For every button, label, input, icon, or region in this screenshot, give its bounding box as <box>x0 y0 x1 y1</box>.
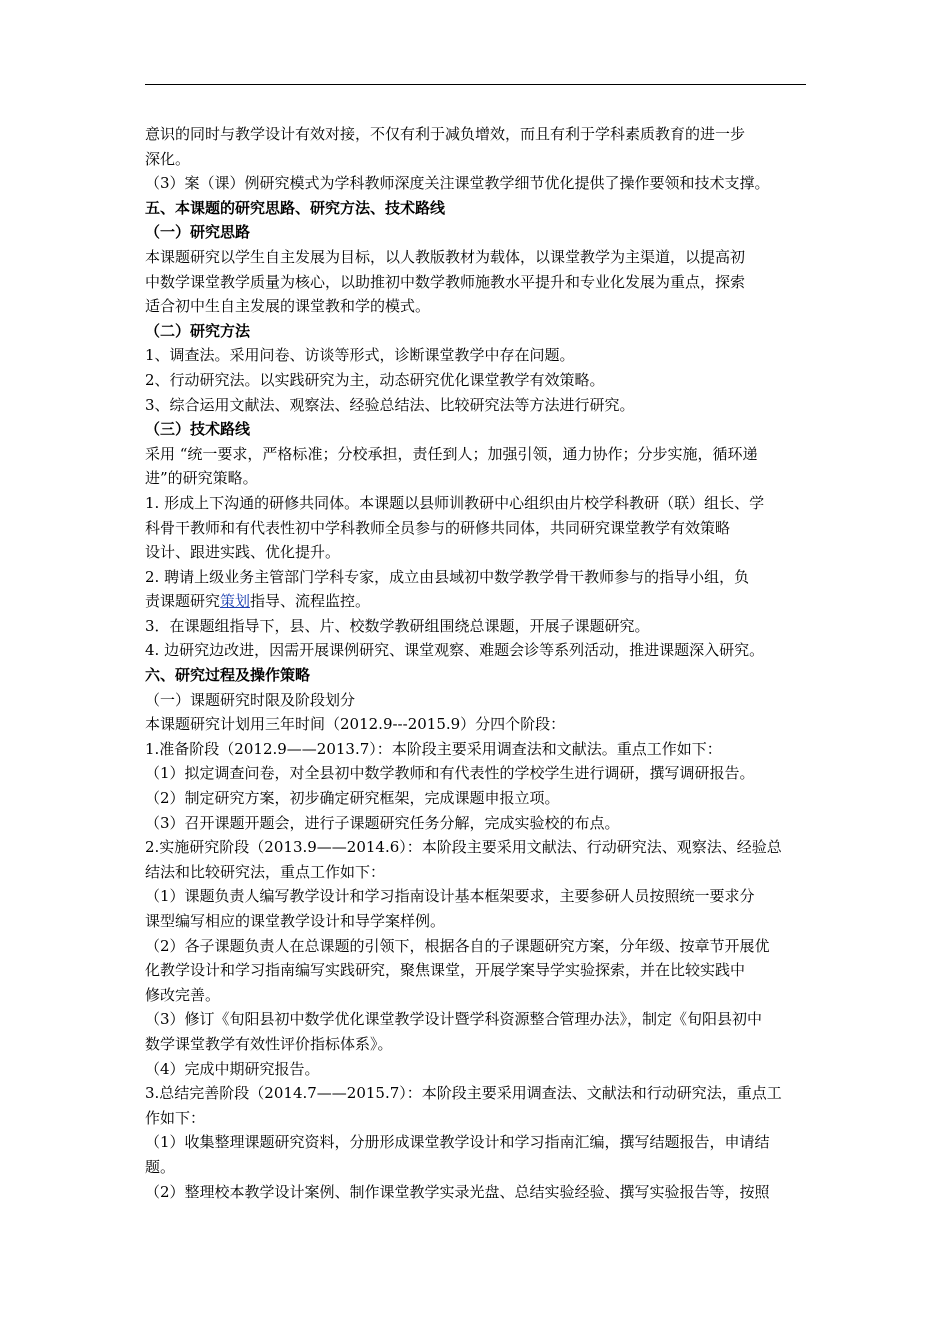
paragraph <box>145 270 807 295</box>
paragraph <box>145 1130 807 1155</box>
paragraph <box>145 516 807 541</box>
paragraph <box>145 147 807 172</box>
text-line: 3.总结完善阶段（2014.7——2015.7）：本阶段主要采用调查法、文献法和行动研究法，重点工 <box>145 1084 782 1103</box>
paragraph <box>145 958 807 983</box>
list-item: 2、行动研究法。以实践研究为主，动态研究优化课堂教学有效策略。 <box>145 370 605 389</box>
paragraph <box>145 171 807 196</box>
text-line: 进”的研究策略。 <box>145 469 258 488</box>
text-line: （2）各子课题负责人在总课题的引领下，根据各自的子课题研究方案，分年级、按章节开展优 <box>145 936 770 955</box>
list-item: 1、调查法。采用问卷、访谈等形式，诊断课堂教学中存在问题。 <box>145 346 575 365</box>
subheading-research-method: （二）研究方法 <box>145 321 251 340</box>
text-line: 适合初中生自主发展的课堂教和学的模式。 <box>145 297 431 316</box>
subheading-tech-route: （三）技术路线 <box>145 420 251 439</box>
subheading-timeline: （一）课题研究时限及阶段划分 <box>145 690 356 709</box>
paragraph <box>145 638 807 663</box>
text-line: 题。 <box>145 1157 176 1176</box>
text-line: 指导、流程监控。 <box>250 592 371 611</box>
text-line: （1）收集整理课题研究资料，分册形成课堂教学设计和学习指南汇编，撰写结题报告，申请结 <box>145 1133 770 1152</box>
paragraph <box>145 934 807 959</box>
text-line: 化教学设计和学习指南编写实践研究，聚焦课堂，开展学案导学实验探索，并在比较实践中 <box>145 961 746 980</box>
text-line: （1）课题负责人编写教学设计和学习指南设计基本框架要求，主要参研人员按照统一要求分 <box>145 887 755 906</box>
text-line: 1. 形成上下沟通的研修共同体。本课题以县师训教研中心组织由片校学科教研（联）组长、学 <box>145 493 765 512</box>
text-line: 深化。 <box>145 149 191 168</box>
text-line: 2.实施研究阶段（2013.9——2014.6）：本阶段主要采用文献法、行动研究法、观察法、经验总 <box>145 838 782 857</box>
document-body <box>145 122 807 1204</box>
text-line: 结法和比较研究法，重点工作如下： <box>145 862 386 881</box>
paragraph <box>145 1081 807 1106</box>
paragraph <box>145 884 807 909</box>
text-line: （2）整理校本教学设计案例、制作课堂教学实录光盘、总结实验经验、撰写实验报告等，按照 <box>145 1182 770 1201</box>
text-line: 4. 边研究边改进，因需开展课例研究、课堂观察、难题会诊等系列活动，推进课题深入研究。 <box>145 641 765 660</box>
header-rule <box>145 84 806 85</box>
paragraph <box>145 1106 807 1131</box>
paragraph <box>145 442 807 467</box>
paragraph <box>145 835 807 860</box>
paragraph <box>145 245 807 270</box>
paragraph <box>145 466 807 491</box>
paragraph <box>145 589 807 614</box>
planning-link[interactable]: 策划 <box>220 592 251 611</box>
text-line: 数学课堂教学有效性评价指标体系》。 <box>145 1034 393 1053</box>
text-line: 科骨干教师和有代表性初中学科教师全员参与的研修共同体，共同研究课堂教学有效策略 <box>145 518 731 537</box>
paragraph <box>145 1180 807 1205</box>
text-line: 设计、跟进实践、优化提升。 <box>145 543 341 562</box>
paragraph <box>145 1155 807 1180</box>
paragraph <box>145 294 807 319</box>
text-line: 意识的同时与教学设计有效对接，不仅有利于减负增效，而且有利于学科素质教育的进一步 <box>145 125 746 143</box>
paragraph: 1.准备阶段（2012.9——2013.7）：本阶段主要采用调查法和文献法。重点工作如下： <box>145 739 722 758</box>
text-line: 责课题研究 <box>145 592 221 611</box>
paragraph <box>145 122 807 147</box>
list-item: 3．在课题组指导下，县、片、校数学教研组围绕总课题，开展子课题研究。 <box>145 616 650 635</box>
paragraph <box>145 565 807 590</box>
text-line: 2. 聘请上级业务主管部门学科专家，成立由县域初中数学教学骨干教师参与的指导小组，负 <box>145 567 750 586</box>
text-line: 作如下： <box>145 1108 206 1127</box>
paragraph <box>145 909 807 934</box>
text-line: （1）拟定调查问卷，对全县初中数学教师和有代表性的学校学生进行调研，撰写调研报告。 <box>145 764 755 783</box>
paragraph <box>145 1032 807 1057</box>
section-heading-6: 六、研究过程及操作策略 <box>145 666 311 685</box>
paragraph <box>145 860 807 885</box>
text-line: （3）案（课）例研究模式为学科教师深度关注课堂教学细节优化提供了操作要领和技术支撑。 <box>145 174 770 193</box>
text-line: 修改完善。 <box>145 985 221 1004</box>
subheading-research-idea: （一）研究思路 <box>145 223 251 242</box>
section-heading-5: 五、本课题的研究思路、研究方法、技术路线 <box>145 198 446 217</box>
text-line: 采用 “统一要求，严格标准；分校承担，责任到人；加强引领，通力协作；分步实施，循环递 <box>145 444 758 463</box>
paragraph <box>145 540 807 565</box>
text-line: 课型编写相应的课堂教学设计和导学案样例。 <box>145 912 446 930</box>
paragraph <box>145 1007 807 1032</box>
paragraph <box>145 491 807 516</box>
text-line: 本课题研究以学生自主发展为目标，以人教版教材为载体，以课堂教学为主渠道，以提高初 <box>145 247 746 266</box>
text-line: 中数学课堂教学质量为核心，以助推初中数学教师施教水平提升和专业化发展为重点，探索 <box>145 272 746 291</box>
paragraph <box>145 983 807 1008</box>
text-line: （3）修订《旬阳县初中数学优化课堂教学设计暨学科资源整合管理办法》，制定《旬阳县初中 <box>145 1010 763 1029</box>
paragraph: （4）完成中期研究报告。 <box>145 1059 320 1078</box>
list-item: 3、综合运用文献法、观察法、经验总结法、比较研究法等方法进行研究。 <box>145 395 635 414</box>
paragraph: （2）制定研究方案，初步确定研究框架，完成课题申报立项。 <box>145 789 560 808</box>
paragraph <box>145 761 807 786</box>
paragraph: 本课题研究计划用三年时间（2012.9---2015.9）分四个阶段： <box>145 715 566 734</box>
paragraph: （3）召开课题开题会，进行子课题研究任务分解，完成实验校的布点。 <box>145 813 620 832</box>
